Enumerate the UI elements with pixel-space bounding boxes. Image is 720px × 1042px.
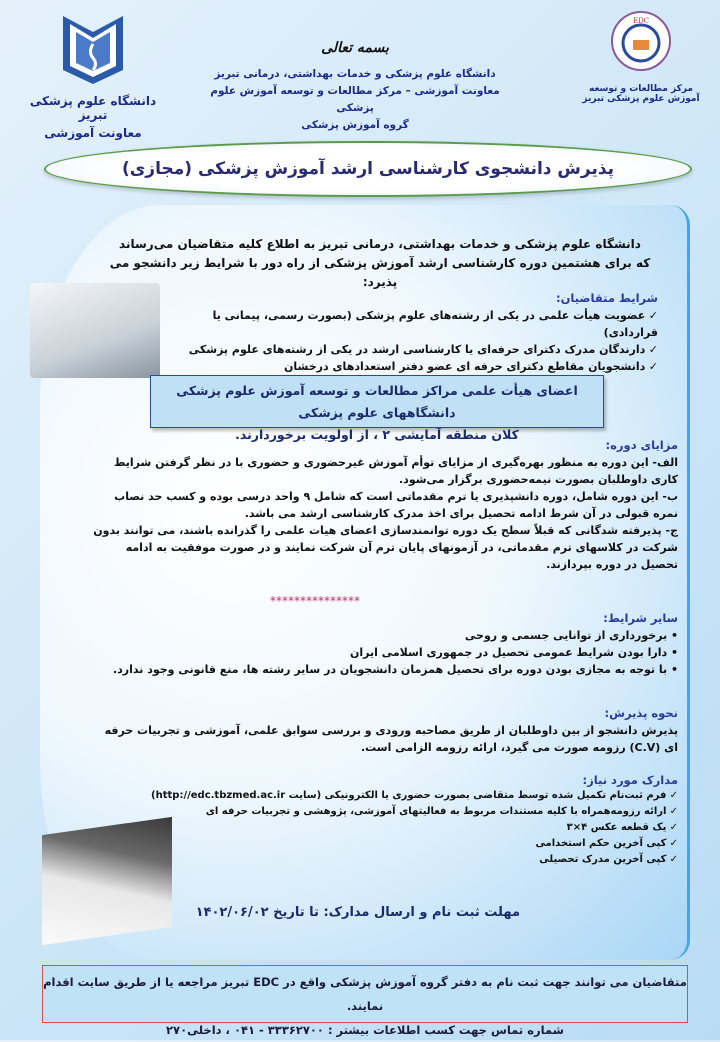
list-item: ✓ کپی آخرین حکم استخدامی [88, 836, 678, 852]
deadline: مهلت ثبت نام و ارسال مدارک: تا تاریخ ۱۴۰۲/۰۶/۰۲ [195, 905, 520, 920]
applicants-heading: شرایط متقاضیان: [556, 291, 658, 305]
list-item: ✓ دانشجویان مقاطع دکترای حرفه ای عضو دفتر استعدادهای درخشان [188, 358, 658, 375]
admission-text: پذیرش دانشجو از بین داوطلبان از طریق مصاحبه ورودی و بررسی سوابق علمی، آموزشی و تجربیات حرفه ای (C.V) رزومه صورت می گیرد، ارائه رزومه الزامی است. [104, 724, 678, 754]
university-logo [18, 8, 168, 140]
list-item: ✓ دارندگان مدرک دکترای حرفه‌ای یا کارشناسی ارشد در یکی از رشته‌های علوم پزشکی [188, 341, 658, 358]
benefits-section [88, 437, 678, 573]
paragraph: الف- این دوره به منظور بهره‌گیری از مزایای توأم آموزش غیرحضوری و حضوری با در نظر گرفتن شرایط کاری داوطلبان بصورت نیمه‌حضوری برگزار می‌شود. [113, 456, 678, 486]
stethoscope-photo [30, 283, 160, 378]
header-line: دانشگاه علوم پزشکی و خدمات بهداشتی، درمانی تبریز [214, 68, 496, 80]
applicants-section [188, 290, 658, 375]
benefits-heading: مزایای دوره: [605, 438, 678, 452]
list-item: • دارا بودن شرایط عمومی تحصیل در جمهوری اسلامی ایران [88, 644, 678, 661]
list-item: ✓ فرم ثبت‌نام تکمیل شده توسط متقاضی بصورت حضوری یا الکترونیکی (سایت http://edc.tbzmed.ac.ir) [88, 788, 678, 804]
list-item: ✓ یک قطعه عکس ۴×۳ [88, 820, 678, 836]
intro [100, 235, 660, 292]
intro-line: که برای هشتمین دوره کارشناسی ارشد آموزش پزشکی از راه دور با شرایط زیر دانشجو می پذیرد: [109, 256, 651, 289]
documents-section [88, 772, 678, 868]
header [200, 40, 510, 134]
documents-heading: مدارک مورد نیاز: [582, 773, 678, 787]
list-item: ✓ عضویت هیأت علمی در یکی از رشته‌های علوم پزشکی (بصورت رسمی، پیمانی یا قراردادی) [188, 307, 658, 341]
list-item: • با توجه به مجازی بودن دوره برای تحصیل همزمان دانشجویان در سایر رشته ها، منع قانونی وجود ندارد. [88, 661, 678, 678]
edc-name: مرکز مطالعات و توسعه آموزش علوم پزشکی تبریز [582, 84, 700, 104]
header-line: گروه آموزش پزشکی [301, 119, 409, 131]
edc-seal-icon [610, 10, 672, 72]
other-conditions-section [88, 610, 678, 678]
contact-phone: شماره تماس جهت کسب اطلاعات بیشتر : ۳۳۳۶۲۷۰۰ - ۰۴۱ ، داخلی۲۷۰ [166, 1023, 564, 1037]
intro-line: دانشگاه علوم پزشکی و خدمات بهداشتی، درمانی تبریز به اطلاع کلیه متقاضیان می‌رساند [119, 237, 641, 251]
notice-line: اعضای هیأت علمی مراکز مطالعات و توسعه آموزش علوم پزشکی دانشگاههای علوم پزشکی [176, 383, 578, 420]
notice-line: کلان منطقه آمایشی ۲ ، از اولویت برخوردارند. [235, 427, 519, 442]
list-item: ✓ ارائه رزومه‌همراه با کلیه مستندات مربوط به فعالیتهای آموزشی، پژوهشی و تجربیات حرفه ای [88, 804, 678, 820]
list-item: ✓ کپی آخرین مدرک تحصیلی [88, 852, 678, 868]
separator: *************** [270, 594, 360, 608]
list-item: • برخورداری از توانایی جسمی و روحی [88, 627, 678, 644]
contact-box [42, 965, 688, 1037]
contact-line: متقاضیان می توانند جهت ثبت نام به دفتر گروه آموزش پزشکی واقع در EDC تبریز مراجعه یا از طریق سایت اقدام نمایند. [43, 975, 687, 1013]
bismillah: بسمه تعالی [321, 40, 389, 56]
admission-section [88, 705, 678, 756]
writing-hand-photo [42, 817, 172, 945]
page-title: پذیرش دانشجوی کارشناسی ارشد آموزش پزشکی (مجازی) [121, 159, 615, 179]
admission-heading: نحوه پذیرش: [604, 706, 678, 720]
department-name: معاونت آموزشی [44, 126, 142, 140]
seal-text: EDC [632, 17, 650, 25]
header-line: معاونت آموزشی – مرکز مطالعات و توسعه آموزش علوم پزشکی [210, 85, 500, 114]
paragraph: ج- پذیرفته شدگانی که قبلاً سطح یک دوره توانمندسازی اعضای هیات علمی را گذرانده باشند، می توانند بدون شرکت در کلاسهای ترم مقدماتی، در آزمونهای پایان ترم آن شرکت نمایند و در صورت موفقیت به ادامه تحصیل در دوره بپردازند. [93, 524, 678, 571]
title-banner [44, 141, 692, 197]
paragraph: ب- این دوره شامل، دوره دانشپذیری یا ترم مقدماتی است که شامل ۹ واحد درسی بوده و کسب حد نصاب نمره قبولی در آن شرط ادامه تحصیل برای اخذ مدرک کارشناسی ارشد می باشد. [114, 490, 678, 520]
university-emblem-icon [58, 8, 128, 86]
university-name: دانشگاه علوم پزشکی تبریز [29, 94, 157, 122]
other-conditions-heading: سایر شرایط: [603, 611, 678, 625]
edc-logo [576, 10, 706, 104]
priority-notice [150, 375, 604, 442]
